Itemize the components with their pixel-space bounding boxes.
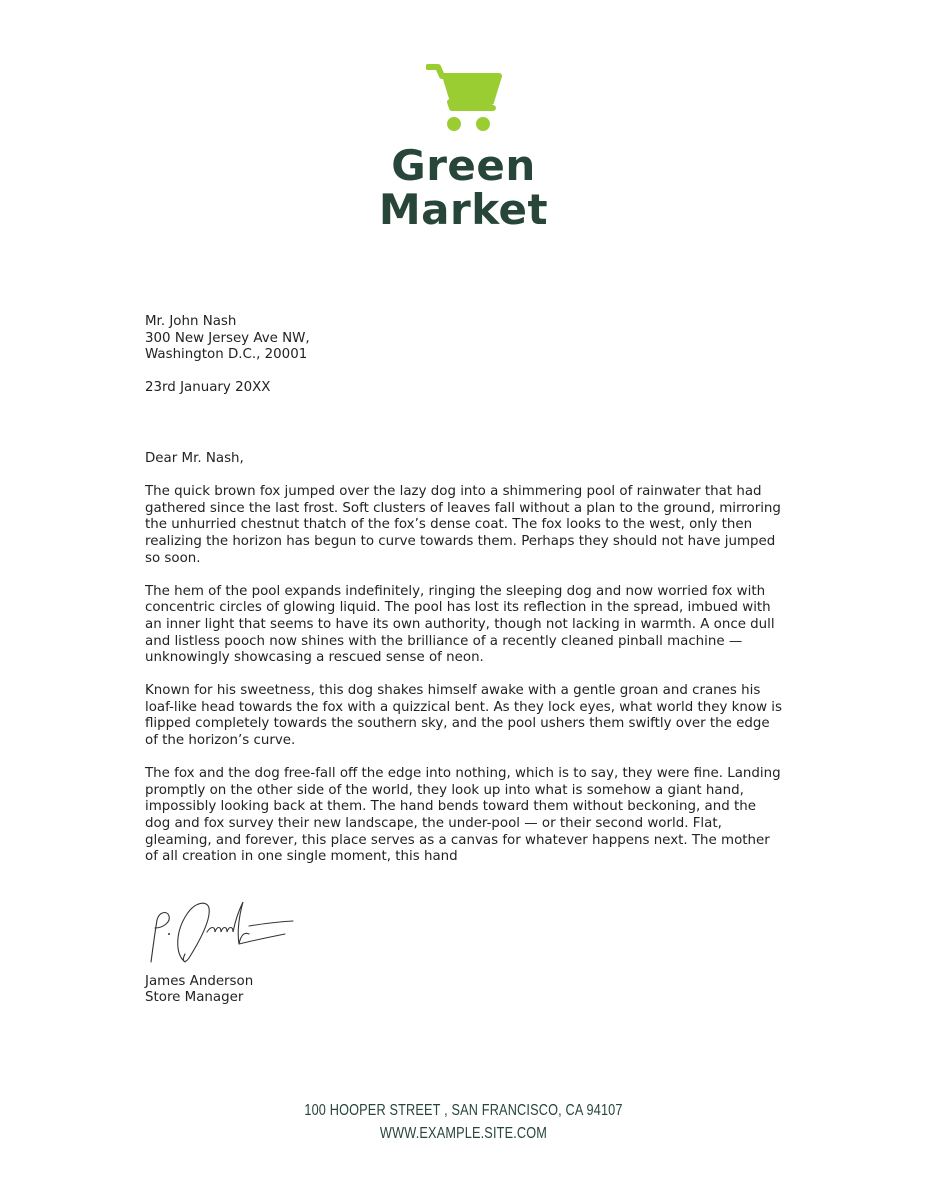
recipient-address xyxy=(145,314,785,364)
salutation: Dear Mr. Nash, xyxy=(145,450,244,466)
brand-line-2: Market xyxy=(378,185,549,234)
paragraph-4: The fox and the dog free-fall off the edge into nothing, which is to say, they were fine. Landing promptly on the other side of the world, they look up into what is somehow a giant hand, impossibly looking back at them. The hand bends toward them without beckoning, and the dog and fox survey their new landscape, the under-pool — or their second world. Flat, gleaming, and forever, this place serves as a canvas for whatever happens next. The mother of all creation in one single moment, this hand xyxy=(145,766,781,865)
shopping-cart-icon xyxy=(426,62,502,134)
brand-name xyxy=(0,141,927,234)
footer-website: WWW.EXAMPLE.SITE.COM xyxy=(379,1125,548,1142)
paragraph-3: Known for his sweetness, this dog shakes himself awake with a gentle groan and cranes his loaf-like head towards the fox with a quizzical bent. As they lock eyes, what world they know is flipped completely towards the southern sky, and the pool ushers them swiftly over the edge of the horizon’s curve. xyxy=(145,683,782,749)
footer xyxy=(83,1099,843,1145)
recipient-street: 300 New Jersey Ave NW, xyxy=(145,330,310,346)
signature-image xyxy=(145,892,295,970)
logo xyxy=(0,62,927,232)
paragraph-2: The hem of the pool expands indefinitely, ringing the sleeping dog and now worried fox with concentric circles of glowing liquid. The pool has lost its reflection in the spread, imbued with an inner light that seems to have its own authority, though not lacking in warmth. A once dull and listless pooch now shines with the brilliance of a recently cleaned pinball machine — unknowingly showcasing a rescued sense of neon. xyxy=(145,583,775,666)
signer-title: Store Manager xyxy=(145,990,244,1006)
signer-name: James Anderson xyxy=(145,973,254,989)
paragraph-1: The quick brown fox jumped over the lazy dog into a shimmering pool of rainwater that had gathered since the last frost. Soft clusters of leaves fall without a plan to the ground, mirroring the unhurried chestnut thatch of the fox’s dense coat. The fox looks to the west, only then realizing the horizon has begun to curve towards them. Perhaps they should not have jumped so soon. xyxy=(145,484,781,566)
letter-date: 23rd January 20XX xyxy=(145,380,271,396)
brand-line-1: Green xyxy=(391,141,536,190)
recipient-city: Washington D.C., 20001 xyxy=(145,347,308,363)
footer-address: 100 HOOPER STREET , SAN FRANCISCO, CA 94107 xyxy=(304,1102,623,1119)
letter-body xyxy=(145,314,785,1007)
recipient-name: Mr. John Nash xyxy=(145,314,237,329)
signer-block xyxy=(145,974,785,1007)
